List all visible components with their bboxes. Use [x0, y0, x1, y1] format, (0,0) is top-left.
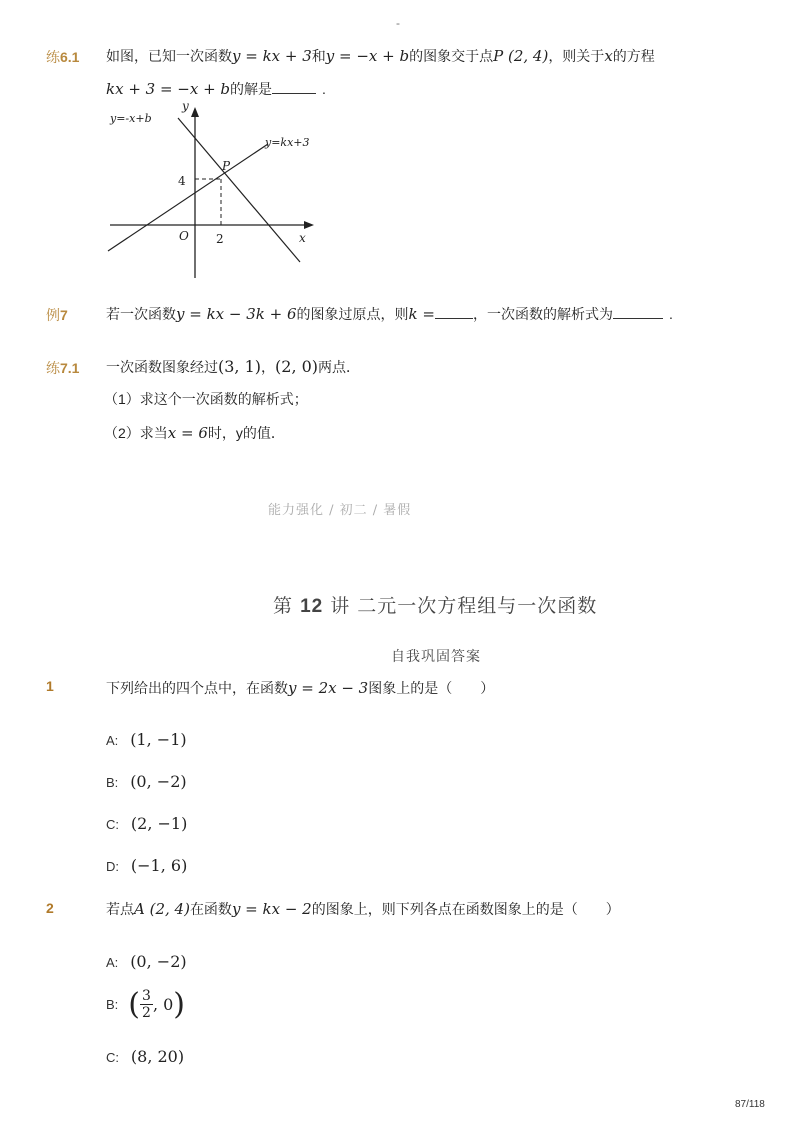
text: ，	[261, 359, 276, 375]
answer-blank	[272, 93, 316, 94]
option-label: A:	[106, 955, 119, 970]
option-label: C:	[106, 817, 119, 832]
header-mark: -	[396, 16, 400, 30]
y-axis-arrow	[191, 107, 199, 117]
option-value: (2, −1)	[130, 814, 188, 833]
tag-number: 7.1	[60, 360, 80, 376]
tag-number: 6.1	[60, 49, 80, 65]
equation: kx + 3 = −x + b	[106, 80, 231, 98]
point: (3, 1)	[218, 357, 262, 376]
text: 的图象过原点，则	[296, 306, 409, 322]
text: ，则关于	[548, 48, 605, 64]
formula: y = kx − 2	[231, 900, 312, 918]
tag-prefix: 例	[46, 307, 60, 323]
option-label: B:	[106, 775, 119, 790]
label-x: x	[299, 231, 306, 245]
title-number: 12	[300, 596, 324, 617]
title-pre: 第	[273, 595, 294, 617]
text: 两点．	[318, 359, 361, 375]
left-paren: (	[128, 986, 141, 1022]
question-1-option-a[interactable]	[106, 730, 187, 749]
fraction	[140, 988, 153, 1021]
option-label: B:	[106, 997, 119, 1012]
exercise-7-1-tag	[46, 358, 79, 378]
variable: x	[604, 47, 613, 65]
point-a: A (2, 4)	[134, 900, 190, 918]
option-value: (1, −1)	[130, 730, 187, 749]
question-1-text	[106, 678, 494, 698]
text: .	[322, 81, 326, 97]
numerator: 3	[142, 988, 151, 1004]
option-label: A:	[106, 733, 119, 748]
tag-prefix: 练	[46, 49, 60, 65]
formula: y = kx + 3	[232, 47, 312, 65]
label-2: 2	[216, 232, 224, 246]
formula: x = 6	[167, 424, 208, 442]
exercise-6-1-tag	[46, 47, 79, 67]
text: 的解是	[230, 81, 273, 97]
exercise-6-1-line1	[106, 46, 655, 66]
text: 和	[311, 48, 326, 64]
formula: y = −x + b	[325, 47, 410, 65]
question-2-number: 2	[46, 900, 54, 916]
denominator: 2	[142, 1005, 151, 1021]
text: 若一次函数	[106, 306, 176, 322]
text: 若点	[106, 901, 134, 917]
question-1-option-c[interactable]	[106, 814, 187, 833]
question-2-option-b[interactable]	[106, 988, 185, 1021]
answer-blank-expression	[613, 318, 663, 319]
label-4: 4	[178, 174, 186, 188]
example-7-text	[106, 304, 673, 324]
option-value: (−1, 6)	[130, 856, 188, 875]
option-label: D:	[106, 859, 119, 874]
section-subtitle: 自我巩固答案	[391, 649, 481, 665]
option-value: (8, 20)	[130, 1047, 185, 1066]
formula: y = kx − 3k + 6	[176, 305, 297, 323]
text: 如图，已知一次函数	[106, 48, 232, 64]
question-1-option-b[interactable]	[106, 772, 187, 791]
tag-number: 7	[60, 307, 68, 323]
point-p: P (2, 4)	[493, 47, 549, 65]
text: 下列给出的四个点中，在函数	[106, 680, 288, 696]
question-2-option-a[interactable]	[106, 952, 187, 971]
answer-blank-k	[435, 318, 473, 319]
question-1-option-d[interactable]	[106, 856, 187, 875]
text: .	[668, 306, 673, 322]
question-2-option-c[interactable]	[106, 1047, 184, 1066]
text: 的图象上，则下列各点在函数图象上的是（ ）	[311, 901, 620, 917]
title-post: 讲 二元一次方程组与一次函数	[330, 595, 598, 617]
tag-prefix: 练	[46, 360, 60, 376]
section-title	[273, 591, 597, 618]
text: 时，y的值．	[207, 425, 285, 441]
question-1-number: 1	[46, 678, 54, 694]
exercise-6-1-line2	[106, 79, 326, 99]
text: 的方程	[612, 48, 655, 64]
page-number: 87/118	[735, 1099, 765, 1110]
text: （2）求当	[104, 425, 168, 441]
question-2-text	[106, 899, 620, 919]
exercise-7-1-q2	[104, 423, 285, 443]
point: (2, 0)	[275, 357, 319, 376]
text: ，一次函数的解析式为	[472, 306, 613, 322]
option-value-rest: , 0	[152, 995, 174, 1014]
label-line2: y=kx+3	[265, 136, 310, 149]
label-p: P	[222, 159, 231, 173]
option-value: (0, −2)	[130, 952, 187, 971]
text: 在函数	[189, 901, 232, 917]
label-line1: y=-x+b	[110, 112, 152, 125]
text: 一次函数图象经过	[106, 359, 218, 375]
option-label: C:	[106, 1050, 119, 1065]
right-paren: )	[173, 986, 186, 1022]
label-y: y	[182, 99, 189, 113]
function-graph	[100, 98, 330, 288]
x-axis-arrow	[304, 221, 314, 229]
exercise-7-1-text	[106, 357, 360, 377]
exercise-7-1-q1: （1）求这个一次函数的解析式；	[104, 391, 308, 407]
breadcrumb: 能力强化 / 初二 / 暑假	[268, 503, 412, 518]
text: 的图象交于点	[409, 48, 494, 64]
formula: y = 2x − 3	[288, 679, 369, 697]
k-equals: k =	[408, 305, 435, 323]
option-value: (0, −2)	[130, 772, 187, 791]
example-7-tag	[46, 305, 68, 325]
text: 图象上的是（ ）	[368, 680, 495, 696]
label-origin: O	[179, 229, 189, 243]
